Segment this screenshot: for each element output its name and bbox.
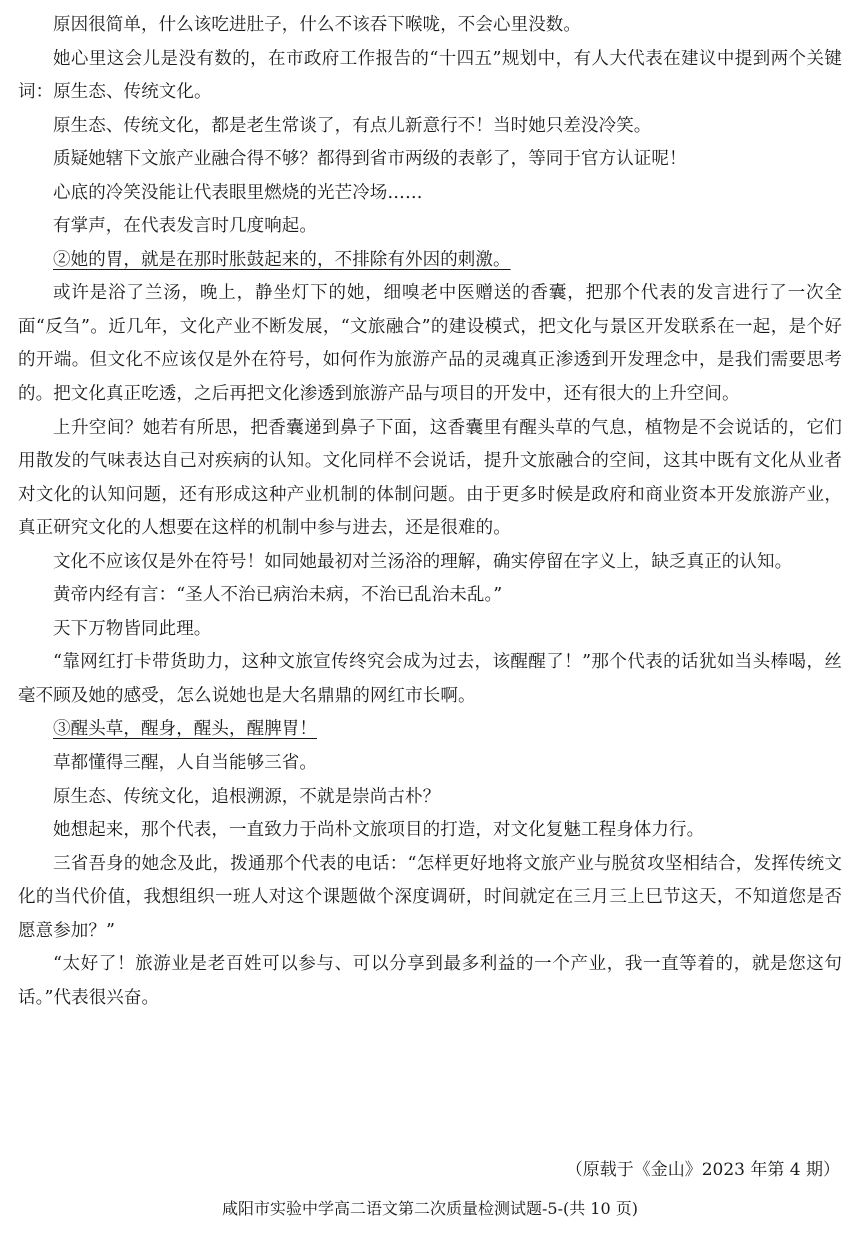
source-citation: （原载于《金山》2023 年第 4 期）	[565, 1160, 840, 1180]
paragraph-text: 原因很简单，什么该吃进肚子，什么不该吞下喉咙，不会心里没数。	[53, 15, 581, 35]
paragraph	[18, 546, 842, 580]
paragraph	[18, 646, 842, 713]
paragraph	[18, 277, 842, 411]
paragraph-text: 文化不应该仅是外在符号！如同她最初对兰汤浴的理解，确实停留在字义上，缺乏真正的认知。	[53, 551, 793, 572]
paragraph-text: 草都懂得三醒，人自当能够三省。	[53, 753, 317, 774]
paragraph	[18, 814, 842, 848]
paragraph-text: 三省吾身的她念及此，拨通那个代表的电话：“怎样更好地将文旅产业与脱贫攻坚相结合，发挥传统文化的当代价值，我想组织一班人对这个课题做个深度调研，时间就定在三月三上巳节这天，不知道您是否愿意参加？”	[18, 853, 842, 941]
paragraph-text: 原生态、传统文化，追根溯源，不就是崇尚古朴？	[53, 786, 441, 807]
paragraph	[18, 412, 842, 546]
paragraph-text: “靠网红打卡带货助力，这种文旅宣传终究会成为过去，该醒醒了！”那个代表的话犹如当头棒喝，丝毫不顾及她的感受，怎么说她也是大名鼎鼎的网红市长啊。	[18, 652, 842, 706]
paragraph	[18, 110, 842, 144]
paragraph	[18, 747, 842, 781]
underlined-sentence: ②她的胃，就是在那时胀鼓起来的，不排除有外因的刺激。	[53, 249, 511, 270]
paragraph	[18, 43, 842, 110]
paragraph-underlined-2	[18, 244, 842, 278]
paragraph	[18, 9, 842, 43]
paragraph	[18, 848, 842, 949]
paragraph-text: 天下万物皆同此理。	[53, 618, 212, 639]
paragraph	[18, 210, 842, 244]
paragraph-text: “太好了！旅游业是老百姓可以参与、可以分享到最多利益的一个产业，我一直等着的，就是您这句话。”代表很兴奋。	[18, 954, 842, 1008]
paragraph	[18, 948, 842, 1015]
paragraph-text: 或许是浴了兰汤，晚上，静坐灯下的她，细嗅老中医赠送的香囊，把那个代表的发言进行了一次全面“反刍”。近几年，文化产业不断发展，“文旅融合”的建设模式，把文化与景区开发联系在一起，是个好的开端。但文化不应该仅是外在符号，如何作为旅游产品的灵魂真正渗透到开发理念中，是我们需要思考的。把文化真正吃透，之后再把文化渗透到旅游产品与项目的开发中，还有很大的上升空间。	[18, 283, 842, 405]
underlined-sentence: ③醒头草，醒身，醒头，醒脾胃！	[53, 719, 317, 740]
paragraph-text: 原生态、传统文化，都是老生常谈了，有点儿新意行不！当时她只差没冷笑。	[53, 115, 652, 136]
paragraph-underlined-3	[18, 713, 842, 747]
paragraph-text: 上升空间？她若有所思，把香囊递到鼻子下面，这香囊里有醒头草的气息，植物是不会说话的，它们用散发的气味表达自己对疾病的认知。文化同样不会说话，提升文旅融合的空间，这其中既有文化从业者对文化的认知问题，还有形成这种产业机制的体制问题。由于更多时候是政府和商业资本开发旅游产业，真正研究文化的人想要在这样的机制中参与进去，还是很难的。	[18, 417, 842, 539]
paragraph-text: 心底的冷笑没能让代表眼里燃烧的光芒冷场……	[53, 182, 423, 203]
paragraph	[18, 613, 842, 647]
page-footer: 咸阳市实验中学高二语文第二次质量检测试题-5-(共 10 页)	[221, 1199, 638, 1218]
article-body	[18, 9, 842, 1015]
paragraph-text: 黄帝内经有言：“圣人不治已病治未病，不治已乱治未乱。”	[53, 585, 503, 606]
paragraph	[18, 579, 842, 613]
paragraph	[18, 781, 842, 815]
paragraph	[18, 177, 842, 211]
paragraph-text: 有掌声，在代表发言时几度响起。	[53, 216, 317, 237]
paragraph-text: 她想起来，那个代表，一直致力于尚朴文旅项目的打造，对文化复魅工程身体力行。	[53, 820, 705, 841]
paragraph-text: 她心里这会儿是没有数的，在市政府工作报告的“十四五”规划中，有人大代表在建议中提到两个关键词：原生态、传统文化。	[18, 48, 842, 103]
paragraph-text: 质疑她辖下文旅产业融合得不够？都得到省市两级的表彰了，等同于官方认证呢！	[53, 149, 687, 170]
paragraph	[18, 143, 842, 177]
